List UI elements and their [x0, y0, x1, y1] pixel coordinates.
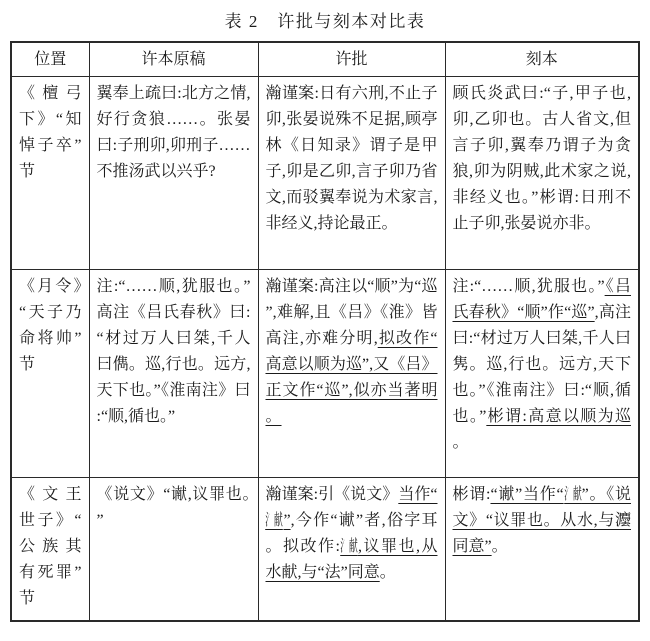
- text-segment: 《文王世子》“公族其有死罪”节: [19, 486, 82, 607]
- cell-engraved: [445, 77, 639, 270]
- cell-position: [11, 478, 89, 622]
- cell-position: [11, 270, 89, 478]
- text-segment: 瀚谨案:引《说文》: [265, 486, 399, 503]
- underlined-text: 彬谓:高意以顺为巡: [486, 408, 631, 425]
- column-header-xu-comment: 许批: [258, 42, 445, 77]
- text-segment: ,高注曰:“材过万人曰桀,千人曰隽。巡,行也。远方,天下也。”《淮南注》曰:“顺,循也。”: [452, 304, 631, 425]
- text-segment: 。: [452, 434, 469, 451]
- table-row: [11, 270, 639, 478]
- text-segment: 。: [379, 564, 396, 581]
- cell-xu-comment: [258, 77, 445, 270]
- text-segment: 翼奉上疏曰:北方之情,好行贪狼……。张晏曰:子刑卯,卯刑子……不推汤武以兴乎?: [96, 85, 251, 180]
- table-caption: 表 2 许批与刻本对比表: [224, 12, 426, 31]
- composite-glyph: 氵献: [563, 486, 582, 503]
- comparison-table: [10, 41, 640, 622]
- column-header-engraved: 刻本: [445, 42, 639, 77]
- text-segment: 彬谓:: [452, 486, 491, 503]
- cell-manuscript: [89, 270, 258, 478]
- table-row: [11, 478, 639, 622]
- table-row: [11, 77, 639, 270]
- cell-xu-comment: [258, 270, 445, 478]
- column-header-manuscript: 许本原稿: [89, 42, 258, 77]
- cell-position: [11, 77, 89, 270]
- composite-glyph: 氵献: [265, 512, 284, 529]
- underlined-text: 《吕氏春秋》“顺”作“巡”: [452, 278, 631, 321]
- composite-glyph: 氵献: [340, 538, 358, 555]
- text-segment: 《说文》“谳,议罪也。”: [96, 486, 251, 529]
- underlined-text: ”。《说文》“议罪也。从水,与灋同意”: [452, 486, 631, 555]
- text-segment: 顾氏炎武曰:“子,甲子也,卯,乙卯也。古人省文,但言子卯,翼奉乃谓子为贪狼,卯为阴贼,此术家之说,非经义也。”彬谓:日刑不止子卯,张晏说亦非。: [452, 85, 631, 232]
- underlined-text: ”: [283, 512, 291, 529]
- column-header-position: 位置: [11, 42, 89, 77]
- cell-engraved: [445, 270, 639, 478]
- text-segment: ,今作“谳”者,俗字耳。拟改作:: [265, 512, 438, 555]
- text-segment: 注:“……顺,犹服也。”高注《吕氏春秋》曰:“材过万人曰桀,千人曰儁。巡,行也。远方,天下也。”《淮南注》曰:“顺,循也。”: [96, 278, 251, 425]
- underlined-text: “谳”当作“: [490, 486, 564, 503]
- cell-manuscript: [89, 77, 258, 270]
- underlined-text: 当作“: [398, 486, 438, 503]
- table-body: [11, 77, 639, 622]
- text-segment: 瀚谨案:日有六刑,不止子卯,张晏说殊不足据,顾亭林《日知录》谓子是甲子,卯是乙卯,言子卯乃省文,而驳翼奉说为术家言,非经义,持论最正。: [265, 85, 438, 232]
- cell-xu-comment: [258, 478, 445, 622]
- underlined-text: 拟改作“高意以顺为巡”,又《吕》正文作“巡”,似亦当著明。: [265, 330, 438, 425]
- text-segment: 。: [491, 538, 508, 555]
- text-segment: 《檀弓下》“知悼子卒”节: [19, 85, 82, 180]
- text-segment: 注:“……顺,犹服也。”: [452, 278, 605, 295]
- text-segment: 《月令》“天子乃命将帅”节: [19, 278, 82, 373]
- text-segment: 瀚谨案:高注以“顺”为“巡”,难解,且《吕》《淮》皆高注,亦难分明,: [265, 278, 438, 347]
- cell-engraved: [445, 478, 639, 622]
- cell-manuscript: [89, 478, 258, 622]
- underlined-text: ,议罪也,从水献,与“法”同意: [265, 538, 438, 581]
- header-row: [11, 42, 639, 77]
